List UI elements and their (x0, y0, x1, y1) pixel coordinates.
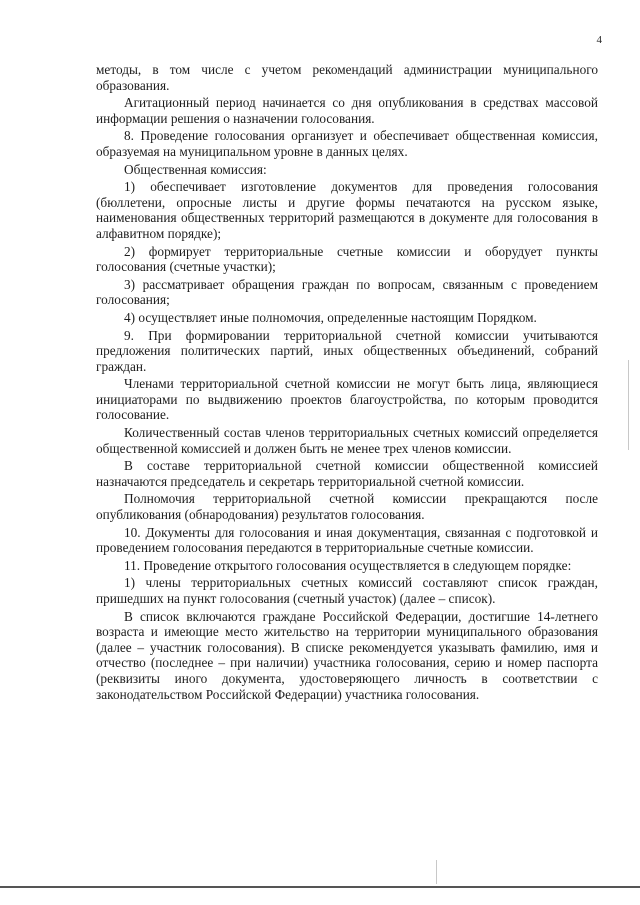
paragraph-item-10: 10. Документы для голосования и иная документация, связанная с подготовкой и проведением голосования передаются в территориальные счетные комиссии. (96, 524, 598, 556)
list-item-2: 2) формирует территориальные счетные комиссии и оборудует пункты голосования (счетные участки); (96, 243, 598, 275)
page-bottom-edge (0, 886, 640, 888)
scan-artifact-line (436, 860, 437, 884)
paragraph-chair: В составе территориальной счетной комиссии общественной комиссией назначаются председатель и секретарь территориальной счетной комиссии. (96, 458, 598, 489)
page-number: 4 (596, 34, 602, 46)
scan-artifact-line (628, 360, 629, 450)
list-item-11-1: 1) члены территориальных счетных комиссий составляют список граждан, пришедших на пункт голосования (счетный участок) (далее – список). (96, 575, 598, 606)
paragraph-commission-heading: Общественная комиссия: (124, 161, 267, 177)
document-body (96, 62, 598, 704)
paragraph-continuation: методы, в том числе с учетом рекомендаций администрации муниципального образования. (96, 62, 598, 93)
paragraph-item-11: 11. Проведение открытого голосования осуществляется в следующем порядке: (124, 557, 572, 573)
paragraph-composition: Количественный состав членов территориальных счетных комиссий определяется общественной комиссией и должен быть не менее трех членов комиссии. (96, 425, 598, 456)
paragraph-item-9: 9. При формировании территориальной счетной комиссии учитываются предложения политических партий, иных общественных объединений, собраний граждан. (96, 327, 598, 374)
list-item-1: 1) обеспечивает изготовление документов для проведения голосования (бюллетени, опросные листы и другие формы печатаются на русском языке, наименования общественных территорий размещаются в документе для голосования в алфавитном порядке); (96, 179, 598, 241)
paragraph-item-8: 8. Проведение голосования организует и обеспечивает общественная комиссия, образуемая на муниципальном уровне в данных целях. (96, 128, 598, 159)
paragraph-campaign-period: Агитационный период начинается со дня опубликования в средствах массовой информации решения о назначении голосования. (96, 95, 598, 126)
list-item-3: 3) рассматривает обращения граждан по вопросам, связанным с проведением голосования; (96, 276, 598, 308)
paragraph-powers: Полномочия территориальной счетной комиссии прекращаются после опубликования (обнародования) результатов голосования. (96, 491, 598, 523)
paragraph-members: Членами территориальной счетной комиссии не могут быть лица, являющиеся инициаторами по выдвижению проектов благоустройства, по которым проводится голосование. (96, 376, 598, 423)
list-item-4: 4) осуществляет иные полномочия, определенные настоящим Порядком. (124, 309, 537, 325)
paragraph-voter-list: В список включаются граждане Российской Федерации, достигшие 14-летнего возраста и имеющие место жительство на территории муниципального образования (далее – участник голосования). В списке рекомендуется указывать фамилию, имя и отчество (последнее – при наличии) участника голосования, серию и номер паспорта (реквизиты иного документа, удостоверяющего личность в соответствии с законодательством Российской Федерации) участника голосования. (96, 608, 598, 702)
